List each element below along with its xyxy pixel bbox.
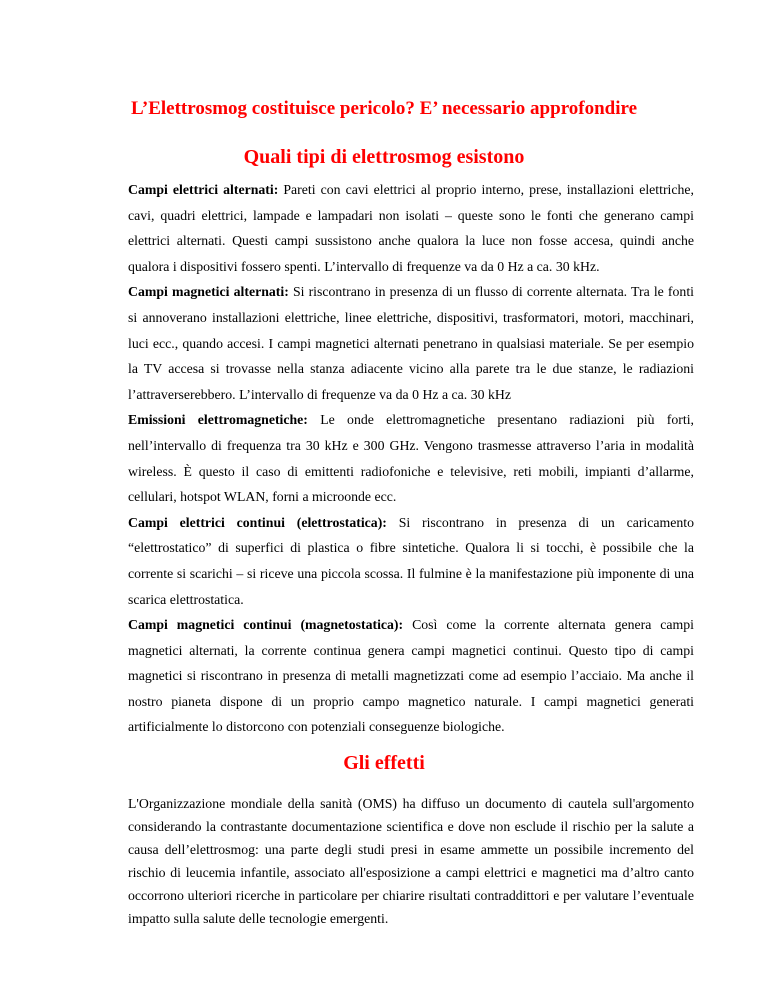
paragraph-lead: Emissioni elettromagnetiche: — [128, 412, 308, 428]
paragraph-alternating-magnetic-fields — [128, 279, 694, 407]
paragraph-electrostatics — [128, 510, 694, 612]
paragraph-alternating-electric-fields — [128, 177, 694, 279]
paragraph-electromagnetic-emissions — [128, 407, 694, 509]
section-heading-effects: Gli effetti — [343, 752, 425, 774]
section-body-types — [128, 177, 694, 740]
section-body-effects: L'Organizzazione mondiale della sanità (OMS) ha diffuso un documento di cautela sull'argomento considerando la contrastante documentazione scientifica e dove non esclude il rischio per la salute a causa dell’elettrosmog: una parte degli studi presi in esame ammette un possibile incremento del rischio di leucemia infantile, associato all'esposizione a campi elettrici e magnetici ma d’altro canto occorrono ulteriori ricerche in particolare per chiarire risultati contraddittori e per valutare l’eventuale impatto sulla salute delle tecnologie emergenti. — [128, 796, 694, 927]
paragraph-lead: Campi magnetici alternati: — [128, 284, 289, 300]
paragraph-lead: Campi magnetici continui (magnetostatica): — [128, 617, 404, 633]
section-heading-types: Quali tipi di elettrosmog esistono — [243, 146, 525, 168]
paragraph-text: Le onde elettromagnetiche presentano radiazioni più forti, nell’intervallo di frequenza tra 30 kHz e 300 GHz. Vengono trasmesse attraverso l’aria in modalità wireless. È questo il caso di emittenti radiofoniche e televisive, reti mobili, impianti d’allarme, cellulari, hotspot WLAN, forni a microonde ecc. — [128, 412, 694, 505]
paragraph-lead: Campi elettrici alternati: — [128, 182, 279, 197]
paragraph-text: Pareti con cavi elettrici al proprio interno, prese, installazioni elettriche, cavi, quadri elettrici, lampade e lampadari non isolati – queste sono le fonti che generano campi elettrici alternati. Questi campi sussistono anche qualora la luce non fosse accesa, quindi anche qualora i dispositivi fossero spenti. L’intervallo di frequenze va da 0 Hz a ca. 30 kHz. — [128, 182, 694, 274]
paragraph-text: Si riscontrano in presenza di un flusso di corrente alternata. Tra le fonti si annoverano installazioni elettriche, linee elettriche, dispositivi, trasformatori, motori, macchinari, luci ecc., quando accesi. I campi magnetici alternati penetrano in qualsiasi materiale. Se per esempio la TV accesa si trovasse nella stanza adiacente vicino alla parete tra le due stanze, le radiazioni l’attraverserebbero. L’intervallo di frequenze va da 0 Hz a ca. 30 kHz — [128, 284, 694, 402]
page-title: L’Elettrosmog costituisce pericolo? E’ necessario approfondire — [130, 98, 638, 119]
paragraph-text: Così come la corrente alternata genera campi magnetici alternati, la corrente continua genera campi magnetici continui. Questo tipo di campi magnetici si riscontrano in presenza di metalli magnetizzati come ad esempio l’acciaio. Ma anche il nostro pianeta dispone di un proprio campo magnetico naturale. I campi magnetici generati artificialmente lo distorcono con potenziali conseguenze biologiche. — [128, 617, 694, 735]
paragraph-text: Si riscontrano in presenza di un caricamento “elettrostatico” di superfici di plastica o fibre sintetiche. Qualora li si tocchi, è possibile che la corrente si scarichi – si riceve una piccola scossa. Il fulmine è la manifestazione più imponente di una scarica elettrostatica. — [128, 514, 694, 607]
paragraph-magnetostatics — [128, 612, 694, 740]
paragraph-lead: Campi elettrici continui (elettrostatica): — [128, 514, 387, 530]
